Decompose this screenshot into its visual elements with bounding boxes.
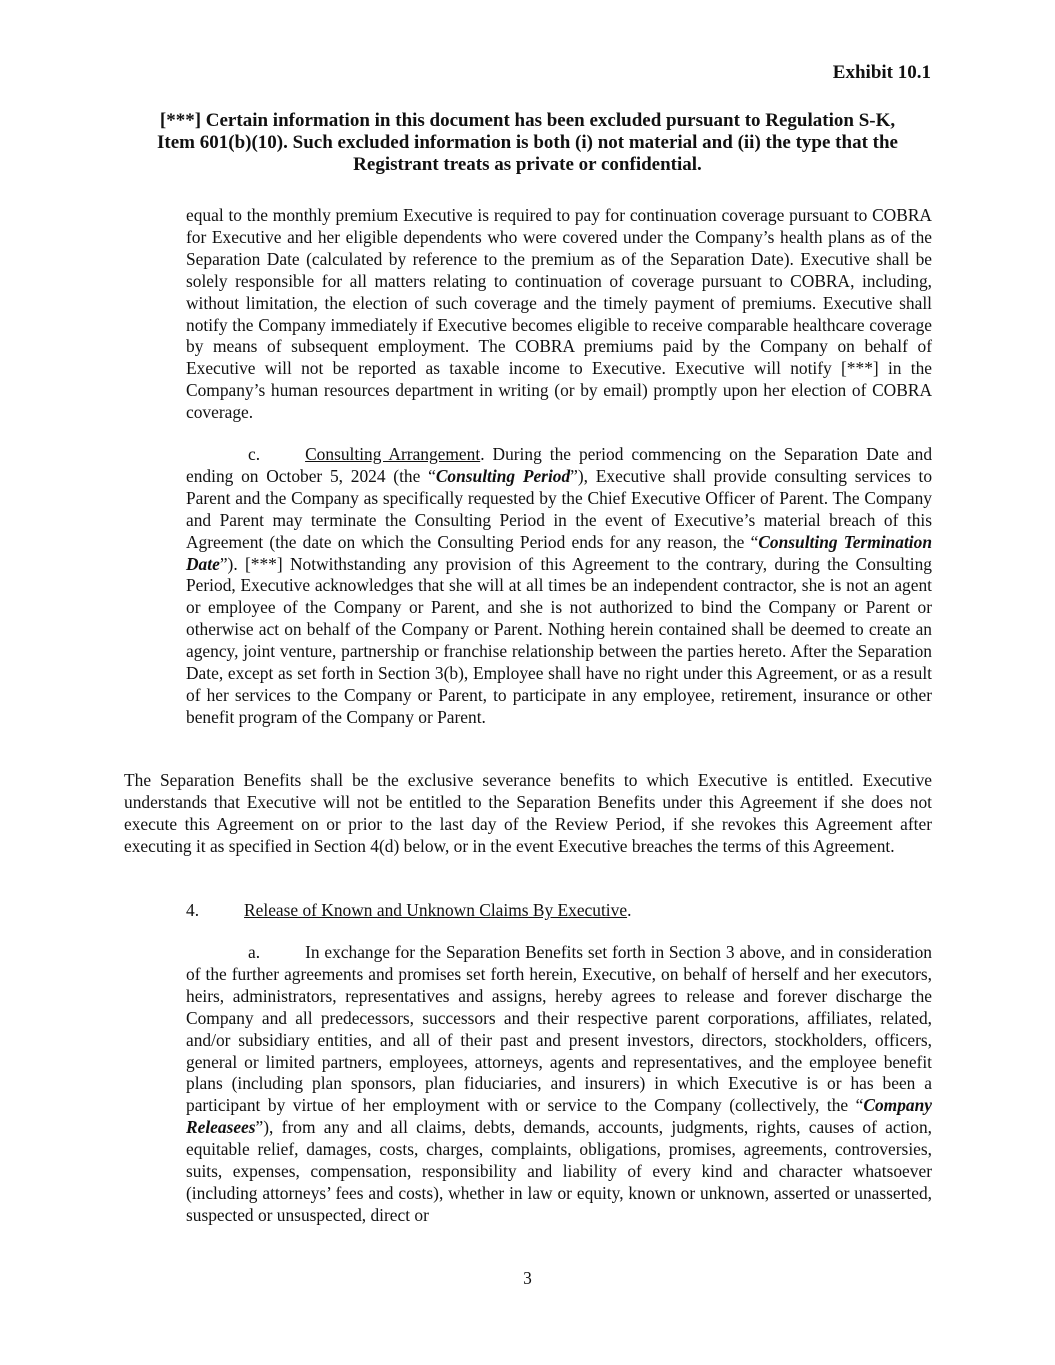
defined-term: Consulting Period bbox=[435, 465, 571, 486]
clause-text: ”), from any and all claims, debts, demands, accounts, judgments, rights, causes of action, equitable relief, damages, costs, charges, complaints, obligations, promises, agreements, controversies, suits, expenses, compensation, responsibility and liability of every kind and character whatsoever (including attorneys’ fees and costs), whether in law or equity, known or unknown, asserted or unasserted, suspected or unsuspected, direct or bbox=[186, 1117, 932, 1225]
clause-text: ”). [***] Notwithstanding any provision of this Agreement to the contrary, during the Consulting Period, Executive acknowledges that she will at all times be an independent contractor, she is not an agent or employee of the Company or Parent, and she is not authorized to bind the Company or Parent or otherwise act on behalf of the Company or Parent. Nothing herein contained shall be deemed to create an agency, joint venture, partnership or franchise relationship between the parties hereto. After the Separation Date, except as set forth in Section 3(b), Employee shall have no right under this Agreement, or as a result of her services to the Company or Parent, to participate in any employee, retirement, insurance or other benefit program of the Company or Parent. bbox=[186, 553, 932, 727]
page-number: 3 bbox=[523, 1268, 532, 1288]
exhibit-label: Exhibit 10.1 bbox=[832, 62, 931, 83]
clause-heading: Consulting Arrangement bbox=[305, 444, 481, 464]
confidentiality-legend bbox=[120, 110, 935, 176]
clause-text: In exchange for the Separation Benefits set forth in Section 3 above, and in consideration of the further agreements and promises set forth herein, Executive, on behalf of herself and her executors, heirs, administrators, representatives and assigns, hereby agrees to release and forever discharge the Company and all predecessors, successors and their respective parent corporations, affiliates, related, and/or subsidiary entities, and all of their past and present investors, directors, stockholders, officers, general or limited partners, employees, attorneys, agents and representatives, and the employee benefit plans (including plan sponsors, plan fiduciaries, and insurers) in which Executive is or has been a participant by virtue of her employment with or service to the Company (collectively, the “ bbox=[186, 942, 932, 1116]
separation-benefits-paragraph: The Separation Benefits shall be the exclusive severance benefits to which Executive is entitled. Executive understands that Executive will not be entitled to the Separation Benefits under this Agreement if she does not execute this Agreement on or prior to the last day of the Review Period, if she revokes this Agreement after executing it as specified in Section 4(d) below, or in the event Executive breaches the terms of this Agreement. bbox=[124, 770, 932, 856]
section-title: Release of Known and Unknown Claims By Executive bbox=[244, 900, 628, 920]
clause-marker: a. bbox=[248, 942, 261, 962]
clause-text: . During the period commencing on the Separation Date and ending on October 5, 2024 (the “ bbox=[186, 444, 933, 486]
clause-text: ”), Executive shall provide consulting services to Parent and the Company as specifically requested by the Chief Executive Officer of Parent. The Company and Parent may terminate the Consulting Period in the event of Executive’s material breach of this Agreement (the date on which the Consulting Period ends for any reason, the “ bbox=[186, 465, 933, 552]
legend-line: [***] Certain information in this document has been excluded pursuant to Regulation S-K, bbox=[159, 110, 896, 131]
section-number: 4. bbox=[186, 900, 200, 920]
release-paragraph bbox=[186, 942, 932, 1227]
clause-marker: c. bbox=[248, 444, 261, 464]
defined-term: Company Releasees bbox=[186, 1095, 932, 1138]
legend-line: Registrant treats as private or confidential. bbox=[353, 154, 702, 175]
consulting-arrangement-paragraph bbox=[186, 444, 932, 729]
section-4-heading bbox=[124, 900, 932, 922]
section-title-period: . bbox=[627, 900, 632, 920]
defined-term: Consulting Termination Date bbox=[186, 531, 933, 574]
cobra-paragraph: equal to the monthly premium Executive is required to pay for continuation coverage pursuant to COBRA for Executive and her eligible dependents who were covered under the Company’s health plans as of the Separation Date (calculated by reference to the premium as of the Separation Date). Executive shall be solely responsible for all matters relating to continuation of coverage pursuant to COBRA, including, without limitation, the election of such coverage and the timely payment of premiums. Executive shall notify the Company immediately if Executive becomes eligible to receive comparable healthcare coverage by means of subsequent employment. The COBRA premiums paid by the Company on behalf of Executive will not be reported as taxable income to Executive. Executive will notify [***] in the Company’s human resources department in writing (or by email) promptly upon her election of COBRA coverage. bbox=[186, 205, 932, 423]
legend-line: Item 601(b)(10). Such excluded information is both (i) not material and (ii) the type that the bbox=[157, 132, 898, 153]
